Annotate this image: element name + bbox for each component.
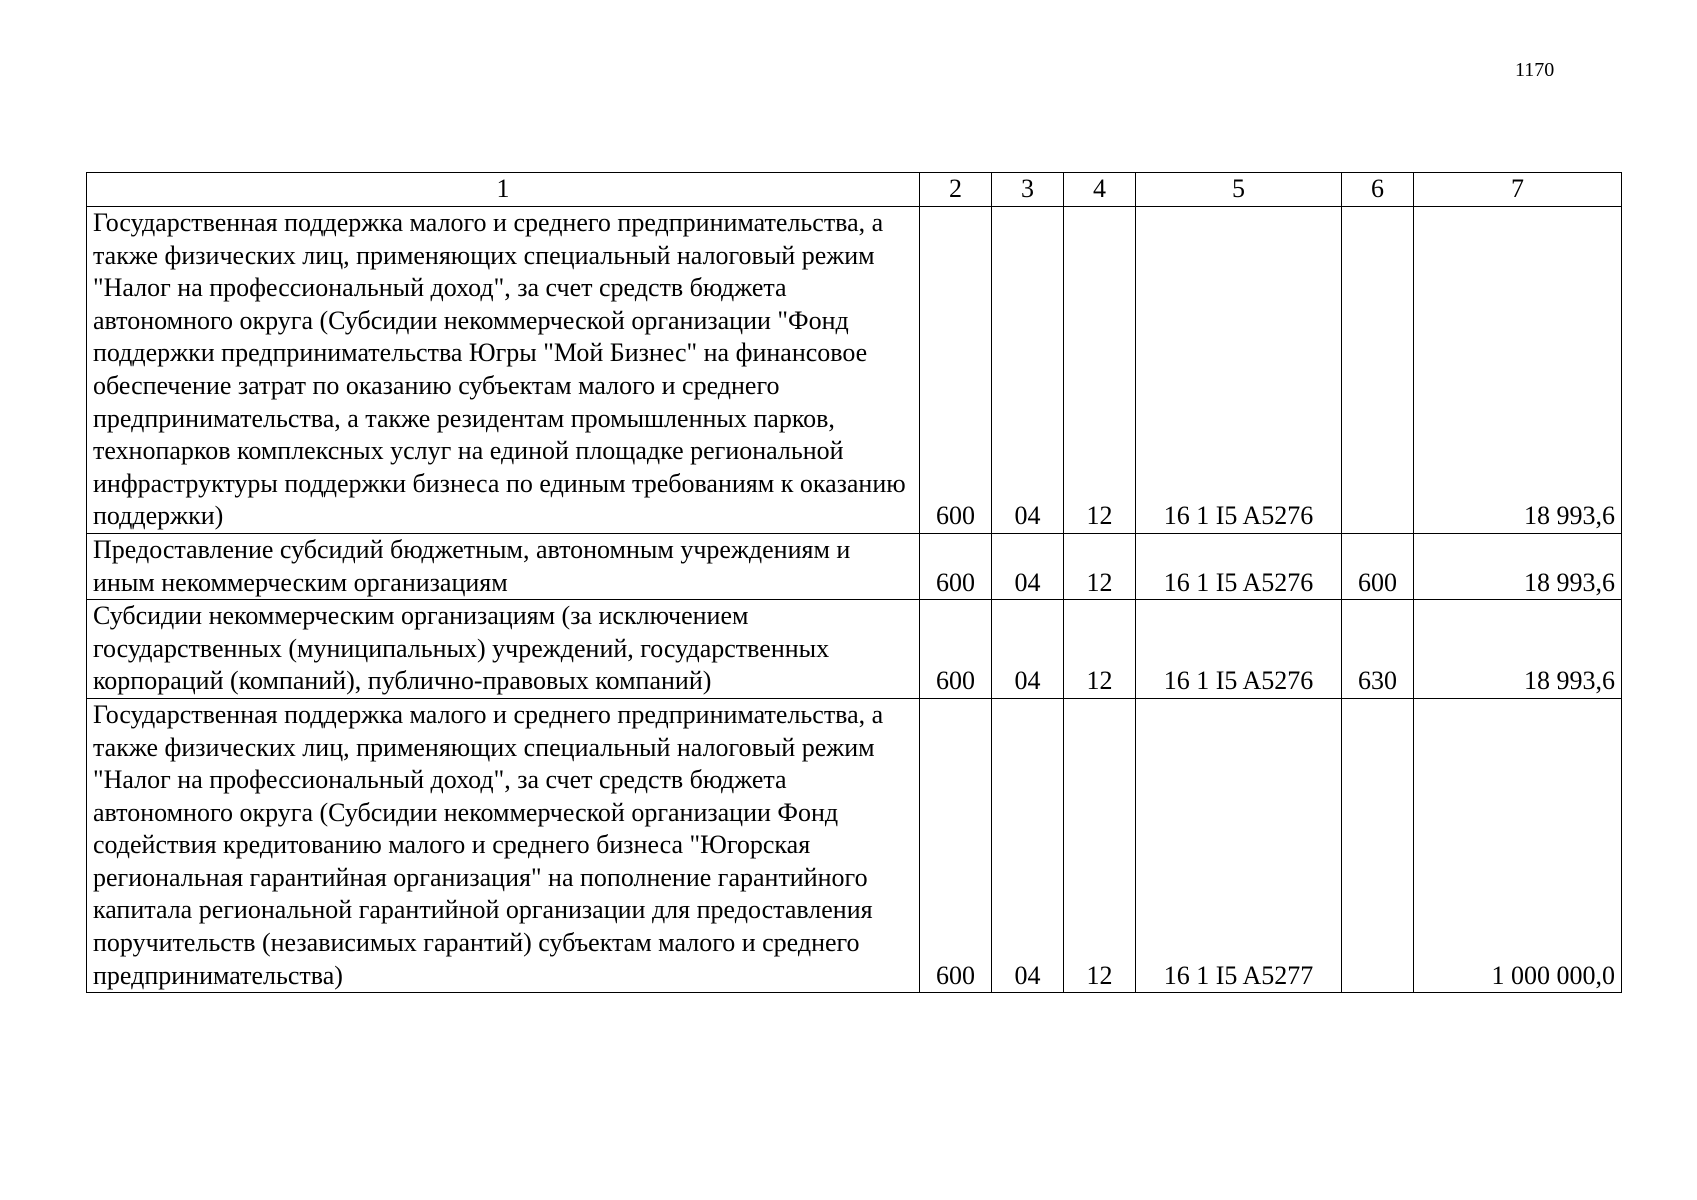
- header-col-3: 3: [992, 173, 1064, 207]
- table-header-row: [87, 173, 1622, 207]
- table-row: [87, 698, 1622, 992]
- row-code-2: 600: [920, 533, 992, 599]
- row-code-4: 12: [1064, 533, 1136, 599]
- row-code-3: 04: [992, 698, 1064, 992]
- row-code-3: 04: [992, 600, 1064, 699]
- row-code-2: 600: [920, 600, 992, 699]
- row-amount: 18 993,6: [1414, 533, 1622, 599]
- row-code-3: 04: [992, 207, 1064, 534]
- row-name: Государственная поддержка малого и среднего предпринимательства, а также физических лиц, применяющих специальный налоговый режим "Налог на профессиональный доход", за счет средств бюджета автономного округа (Субсидии некоммерческой организации Фонд содействия кредитованию малого и среднего бизнеса "Югорская региональная гарантийная организация" на пополнение гарантийного капитала региональной гарантийной организации для предоставления поручительств (независимых гарантий) субъектам малого и среднего предпринимательства): [87, 698, 920, 992]
- row-name: Субсидии некоммерческим организациям (за исключением государственных (муниципальных) учреждений, государственных корпораций (компаний), публично-правовых компаний): [87, 600, 920, 699]
- table-row: [87, 600, 1622, 699]
- row-amount: 18 993,6: [1414, 600, 1622, 699]
- row-code-5: 16 1 I5 A5276: [1136, 600, 1342, 699]
- page-number: 1170: [1515, 59, 1555, 81]
- row-name: Государственная поддержка малого и среднего предпринимательства, а также физических лиц, применяющих специальный налоговый режим "Налог на профессиональный доход", за счет средств бюджета автономного округа (Субсидии некоммерческой организации "Фонд поддержки предпринимательства Югры "Мой Бизнес" на финансовое обеспечение затрат по оказанию субъектам малого и среднего предпринимательства, а также резидентам промышленных парков, технопарков комплексных услуг на единой площадке региональной инфраструктуры поддержки бизнеса по единым требованиям к оказанию поддержки): [87, 207, 920, 534]
- row-amount: 18 993,6: [1414, 207, 1622, 534]
- header-col-4: 4: [1064, 173, 1136, 207]
- table-row: [87, 207, 1622, 534]
- row-code-5: 16 1 I5 A5276: [1136, 207, 1342, 534]
- row-code-4: 12: [1064, 600, 1136, 699]
- row-code-6: [1342, 698, 1414, 992]
- row-code-2: 600: [920, 207, 992, 534]
- row-code-6: [1342, 207, 1414, 534]
- row-code-6: 600: [1342, 533, 1414, 599]
- header-col-2: 2: [920, 173, 992, 207]
- row-code-6: 630: [1342, 600, 1414, 699]
- row-code-4: 12: [1064, 698, 1136, 992]
- row-code-5: 16 1 I5 A5277: [1136, 698, 1342, 992]
- table-row: [87, 533, 1622, 599]
- header-col-7: 7: [1414, 173, 1622, 207]
- header-col-1: 1: [87, 173, 920, 207]
- row-code-2: 600: [920, 698, 992, 992]
- row-code-5: 16 1 I5 A5276: [1136, 533, 1342, 599]
- row-amount: 1 000 000,0: [1414, 698, 1622, 992]
- row-code-3: 04: [992, 533, 1064, 599]
- row-code-4: 12: [1064, 207, 1136, 534]
- row-name: Предоставление субсидий бюджетным, автономным учреждениям и иным некоммерческим организациям: [87, 533, 920, 599]
- header-col-6: 6: [1342, 173, 1414, 207]
- budget-table: [86, 172, 1622, 993]
- header-col-5: 5: [1136, 173, 1342, 207]
